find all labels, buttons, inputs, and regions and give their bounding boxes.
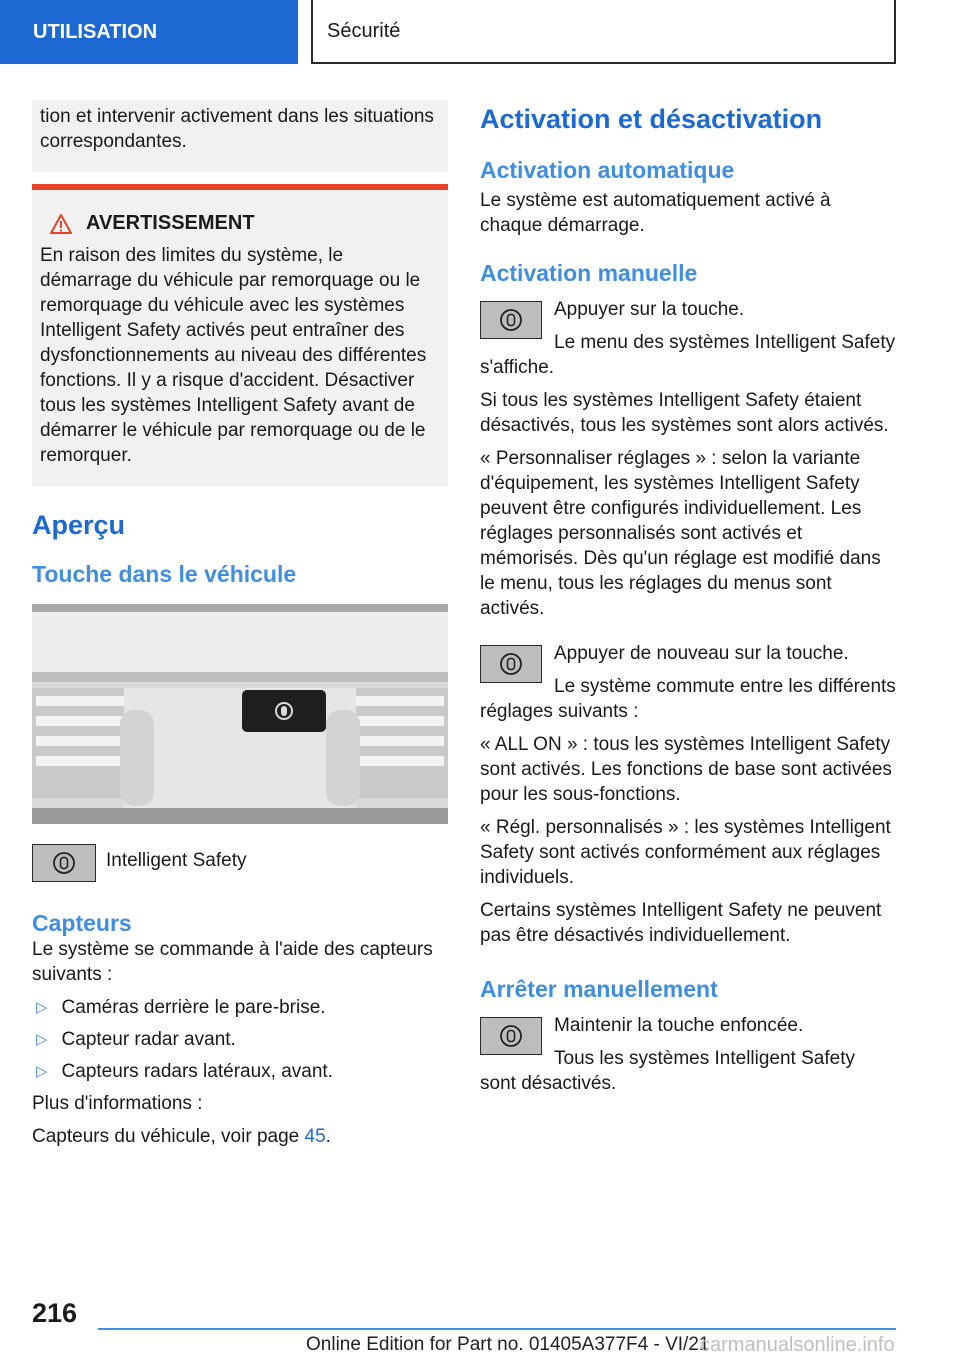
- touche-heading: Touche dans le véhicule: [32, 561, 297, 587]
- safety-car-icon: [499, 308, 523, 332]
- footer-divider: [98, 1328, 896, 1330]
- stop-heading: Arrêter manuellement: [480, 976, 718, 1002]
- safety-car-icon: [499, 652, 523, 676]
- auto-heading: Activation automatique: [480, 157, 735, 183]
- more-info: Plus d'informations :: [32, 1093, 203, 1114]
- continuation-box: [32, 100, 448, 172]
- watermark: carmanualsonline.info: [700, 1334, 895, 1356]
- list-item: ▷ Capteurs radars latéraux, avant.: [36, 1061, 333, 1082]
- capteurs-heading: Capteurs: [32, 910, 132, 936]
- warning-box: [32, 184, 448, 486]
- manual-step-2b: Le système commute entre les différents réglages suivants :: [480, 676, 896, 722]
- right-column: [480, 100, 896, 1104]
- manual-heading: Activation manuelle: [480, 260, 698, 286]
- manual-step-2: Appuyer de nouveau sur la touche.: [554, 643, 849, 664]
- page-number: 216: [32, 1298, 78, 1328]
- manual-paragraph-3: « ALL ON » : tous les systèmes Intelligent Safety sont activés. Les fonctions de base sont activées pour les sous-fonctions.: [480, 734, 892, 805]
- edition-text: Online Edition for Part no. 01405A377F4 - VI/21: [306, 1334, 710, 1355]
- warning-icon: [50, 214, 72, 234]
- sensor-list: [32, 995, 448, 1084]
- intelligent-safety-key: [32, 844, 96, 882]
- manual-step-1: Appuyer sur la touche.: [554, 299, 745, 320]
- manual-step-1b: Le menu des systèmes Intelligent Safety s'affiche.: [480, 332, 896, 378]
- page-reference: Capteurs du véhicule, voir page 45.: [32, 1126, 331, 1147]
- list-item: ▷ Caméras derrière le pare-brise.: [36, 997, 326, 1018]
- manual-paragraph-1: Si tous les systèmes Intelligent Safety étaient désactivés, tous les systèmes sont alors activés.: [480, 390, 889, 436]
- list-item: ▷ Capteur radar avant.: [36, 1029, 236, 1050]
- intelligent-safety-key: [480, 645, 542, 683]
- stop-step: Maintenir la touche enfoncée.: [554, 1015, 804, 1036]
- intelligent-safety-key: [480, 301, 542, 339]
- activation-heading: Activation et désactivation: [480, 104, 823, 134]
- safety-car-icon: [499, 1024, 523, 1048]
- manual-paragraph-4: « Régl. personnalisés » : les systèmes Intelligent Safety sont activés conformément aux réglages individuels.: [480, 817, 891, 888]
- warning-title: AVERTISSEMENT: [86, 212, 255, 234]
- page-link[interactable]: 45: [304, 1126, 326, 1147]
- manual-paragraph-2: « Personnaliser réglages » : selon la variante d'équipement, les systèmes Intelligent Safety peuvent être configurés individuellement. Les réglages personnalisés sont activés et mémorisés. Dès qu'un réglage est modifié dans le menu, tous les réglages du menus sont activés.: [480, 448, 881, 619]
- intelligent-safety-key: [480, 1017, 542, 1055]
- apercu-heading: Aperçu: [32, 510, 126, 540]
- bullet-triangle-icon: ▷: [36, 1063, 48, 1080]
- warning-text: En raison des limites du système, le démarrage du véhicule par remorquage ou le remorquage du véhicule avec les systèmes Intelligent Safety activés peut entraîner des dysfonctionnements au niveau des différentes fonctions. Il y a risque d'accident. Désactiver tous les systèmes Intelligent Safety avant de démarrer le véhicule par remorquage ou de le remorquer.: [40, 245, 427, 466]
- chapter-tab: UTILISATION: [0, 0, 298, 64]
- key-label: Intelligent Safety: [106, 850, 247, 871]
- auto-text: Le système est automatiquement activé à chaque démarrage.: [480, 190, 831, 236]
- section-title: Sécurité: [311, 0, 896, 64]
- manual-paragraph-5: Certains systèmes Intelligent Safety ne peuvent pas être désactivés individuellement.: [480, 900, 882, 946]
- key-legend: [32, 842, 448, 882]
- bullet-triangle-icon: ▷: [36, 999, 48, 1016]
- capteurs-intro: Le système se commande à l'aide des capteurs suivants :: [32, 939, 433, 985]
- dashboard-photo: [32, 604, 448, 824]
- continuation-text: tion et intervenir activement dans les situations correspondantes.: [40, 106, 434, 152]
- left-column: [32, 100, 448, 1157]
- bullet-triangle-icon: ▷: [36, 1031, 48, 1048]
- safety-car-icon: [52, 851, 76, 875]
- stop-step-b: Tous les systèmes Intelligent Safety sont désactivés.: [480, 1048, 855, 1094]
